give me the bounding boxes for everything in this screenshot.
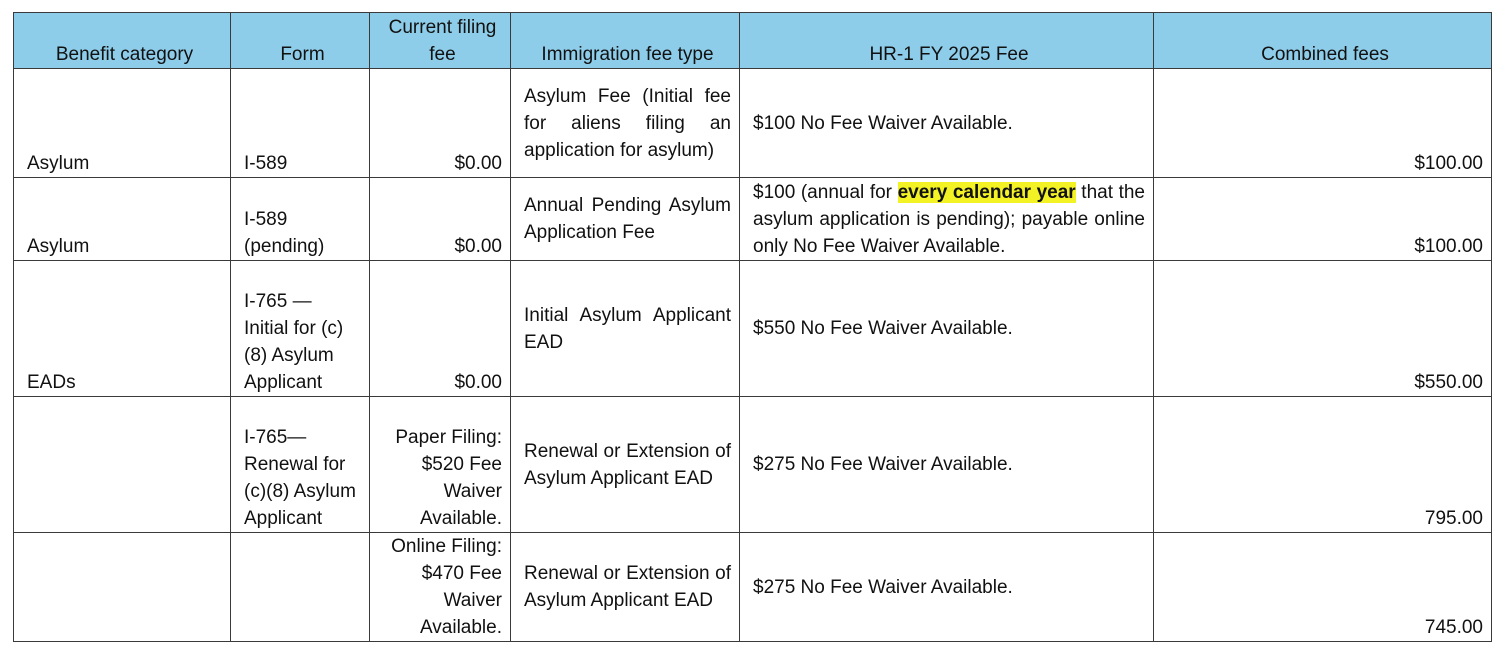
fee-type-text: Initial Asylum Applicant EAD	[524, 304, 731, 353]
cell-current-fee: $0.00	[370, 261, 511, 397]
header-combined-fees: Combined fees	[1154, 13, 1492, 69]
table-row	[14, 178, 1492, 261]
hr1-fee-text-post: that the asylum application is pending); payable online only No Fee Waiver Available.	[753, 181, 1145, 257]
cell-hr1-fee: $275 No Fee Waiver Available.	[740, 397, 1154, 533]
fee-type-text: Annual Pending Asylum Application Fee	[524, 195, 731, 243]
cell-fee-type	[511, 397, 740, 533]
table-row	[14, 261, 1492, 397]
fee-table	[13, 12, 1492, 642]
cell-fee-type	[511, 178, 740, 261]
table-row	[14, 397, 1492, 533]
fee-type-text: Renewal or Extension of Asylum Applicant EAD	[524, 440, 731, 489]
cell-benefit-category: Asylum	[14, 178, 231, 261]
cell-current-fee: $0.00	[370, 69, 511, 178]
cell-combined-fee: 795.00	[1154, 397, 1492, 533]
cell-combined-fee: 745.00	[1154, 533, 1492, 642]
cell-hr1-fee	[740, 178, 1154, 261]
fee-type-text: Renewal or Extension of Asylum Applicant EAD	[524, 563, 731, 611]
cell-benefit-category	[14, 533, 231, 642]
header-immigration-fee-type: Immigration fee type	[511, 13, 740, 69]
fee-type-text: Asylum Fee (Initial fee for aliens filing an application for asylum)	[524, 85, 731, 161]
highlighted-text: every calendar year	[897, 181, 1076, 203]
cell-form: I-589 (pending)	[231, 178, 370, 261]
cell-fee-type	[511, 69, 740, 178]
header-hr1-fee: HR-1 FY 2025 Fee	[740, 13, 1154, 69]
cell-combined-fee: $100.00	[1154, 178, 1492, 261]
header-row	[14, 13, 1492, 69]
cell-form: I-589	[231, 69, 370, 178]
cell-benefit-category: Asylum	[14, 69, 231, 178]
table-row	[14, 533, 1492, 642]
cell-combined-fee: $100.00	[1154, 69, 1492, 178]
cell-current-fee: $0.00	[370, 178, 511, 261]
cell-hr1-fee: $550 No Fee Waiver Available.	[740, 261, 1154, 397]
cell-current-fee: Online Filing: $470 Fee Waiver Available.	[370, 533, 511, 642]
cell-current-fee: Paper Filing: $520 Fee Waiver Available.	[370, 397, 511, 533]
header-benefit-category: Benefit category	[14, 13, 231, 69]
cell-fee-type	[511, 261, 740, 397]
cell-form	[231, 533, 370, 642]
cell-combined-fee: $550.00	[1154, 261, 1492, 397]
cell-hr1-fee: $100 No Fee Waiver Available.	[740, 69, 1154, 178]
hr1-fee-text-pre: $100 (annual for	[753, 181, 898, 203]
cell-form: I-765— Renewal for (c)(8) Asylum Applicant	[231, 397, 370, 533]
cell-benefit-category	[14, 397, 231, 533]
cell-form: I-765 — Initial for (c)(8) Asylum Applicant	[231, 261, 370, 397]
cell-benefit-category: EADs	[14, 261, 231, 397]
header-form: Form	[231, 13, 370, 69]
cell-fee-type	[511, 533, 740, 642]
table-row	[14, 69, 1492, 178]
cell-hr1-fee: $275 No Fee Waiver Available.	[740, 533, 1154, 642]
header-current-filing-fee: Current filing fee	[370, 13, 511, 69]
